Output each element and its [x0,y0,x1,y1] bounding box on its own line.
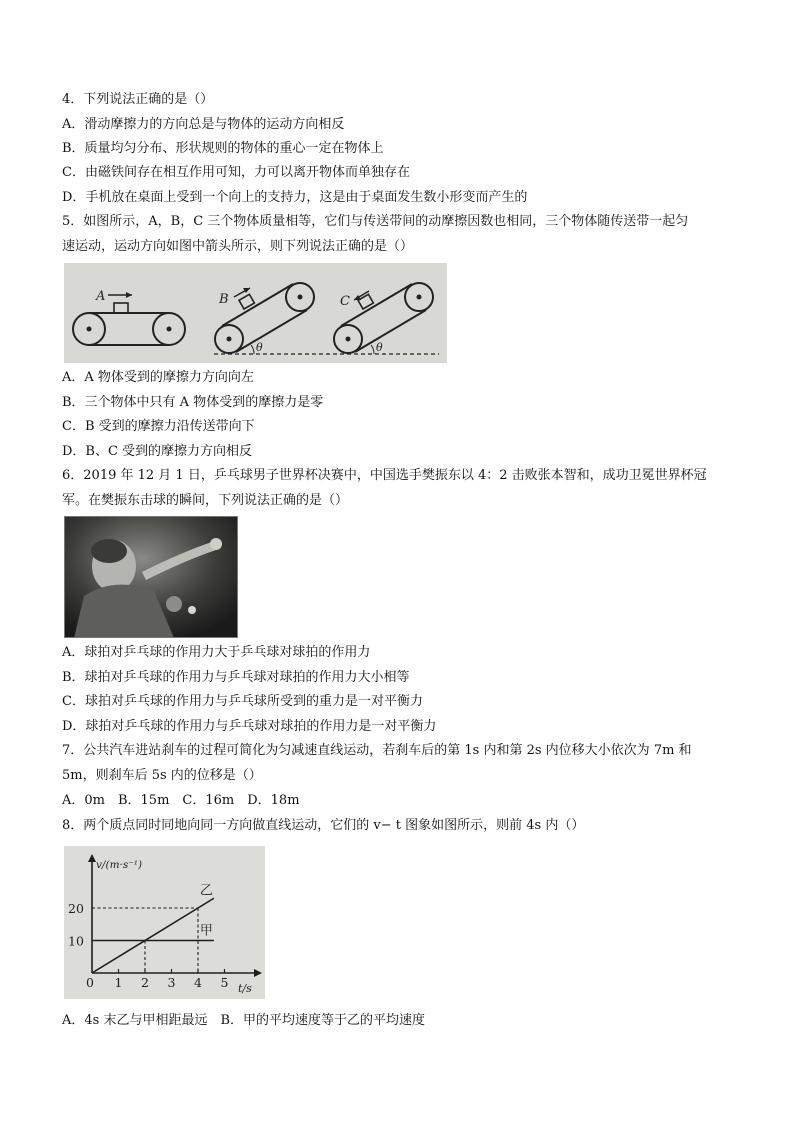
q5-option-a: A．A 物体受到的摩擦力方向向左 [62,370,254,385]
v-t-graph [64,846,265,999]
q4-stem: 4．下列说法正确的是（） [62,92,214,107]
q6-option-b: B．球拍对乒乓球的作用力与乒乓球对球拍的作用力大小相等 [62,670,410,685]
label-a: A [96,289,106,304]
q7-stem-line1: 7．公共汽车进站刹车的过程可简化为匀减速直线运动，若刹车后的第 1s 内和第 2s 内位移大小依次为 7m 和 [62,743,692,758]
q4-option-b: B．质量均匀分布、形状规则的物体的重心一定在物体上 [62,141,384,156]
x-tick-label: 0 [86,975,94,990]
label-theta-b: θ [256,341,263,354]
x-tick-label: 4 [194,975,202,990]
q4-option-d: D．手机放在桌面上受到一个向上的支持力，这是由于桌面发生数小形变而产生的 [62,190,528,205]
q7-options: A．0m B．15m C．16m D．18m [62,793,300,808]
q6-stem-line2: 军。在樊振东击球的瞬间，下列说法正确的是（） [62,493,349,508]
q8-options: A．4s 末乙与甲相距最远 B．甲的平均速度等于乙的平均速度 [62,1013,426,1028]
q5-option-d: D．B、C 受到的摩擦力方向相反 [62,444,253,459]
q4-option-a: A．滑动摩擦力的方向总是与物体的运动方向相反 [62,117,345,132]
q5-option-b: B．三个物体中只有 A 物体受到的摩擦力是零 [62,395,324,410]
series-label: 甲 [199,923,213,939]
x-tick-label: 3 [167,975,176,990]
y-tick-label: 10 [68,933,84,949]
q5-option-c: C．B 受到的摩擦力沿传送带向下 [62,419,255,434]
q7-stem-line2: 5m，则刹车后 5s 内的位移是（） [62,768,262,783]
q6-stem-line1: 6．2019 年 12 月 1 日，乒乓球男子世界杯决赛中，中国选手樊振东以 4：2 击败张本智和，成功卫冕世界杯冠 [62,468,707,483]
y-axis-label: v/(m·s⁻¹) [96,859,143,871]
x-tick-label: 1 [114,975,123,990]
q5-stem-line2: 速运动，运动方向如图中箭头所示，则下列说法正确的是（） [62,239,414,254]
q8-stem: 8．两个质点同时同地向同一方向做直线运动，它们的 v− t 图象如图所示，则前 4s 内（） [62,818,585,833]
q5-stem-line1: 5．如图所示，A，B，C 三个物体质量相等，它们与传送带间的动摩擦因数也相同，三个物体随传送带一起匀 [62,214,689,229]
x-tick-label: 2 [141,975,149,990]
label-c: C [340,294,350,309]
x-tick-label: 5 [220,975,229,990]
conveyor-belts-figure [64,263,447,363]
y-tick-label: 20 [68,901,84,916]
label-theta-c: θ [376,341,383,354]
q6-option-c: C．球拍对乒乓球的作用力与乒乓球所受到的重力是一对平衡力 [62,694,423,709]
q4-option-c: C．由磁铁间存在相互作用可知，力可以离开物体而单独存在 [62,165,410,180]
q6-option-d: D．球拍对乒乓球的作用力与乒乓球对球拍的作用力是一对平衡力 [62,719,437,734]
series-label: 乙 [199,883,213,899]
label-b: B [219,292,229,307]
x-axis-label: t/s [238,982,252,995]
q6-option-a: A．球拍对乒乓球的作用力大于乒乓球对球拍的作用力 [62,645,371,660]
table-tennis-photo [64,516,238,638]
